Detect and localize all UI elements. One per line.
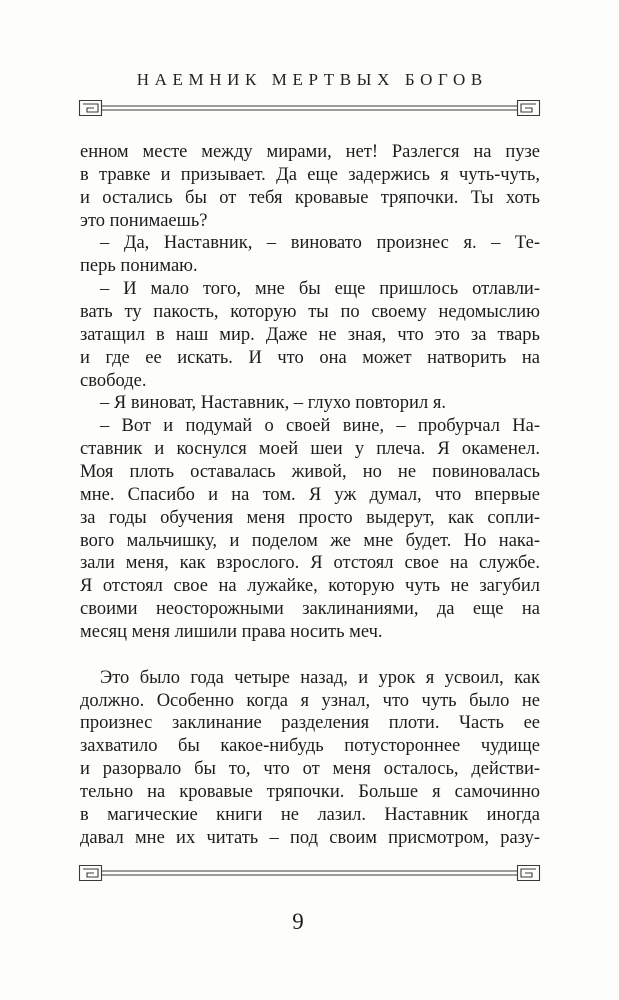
text-line: своими неосторожными заклинаниями, да еще на <box>80 599 540 620</box>
text-line: перь понимаю. <box>80 256 198 277</box>
meander-cap-right-key <box>521 104 536 112</box>
text-line: – Вот и подумай о своей вине, – пробурчал На- <box>100 416 540 437</box>
text-line: зали меня, как взрослого. Я отстоял свое на службе. <box>80 553 540 574</box>
text-line: произнес заклинание разделения плоти. Часть ее <box>80 713 540 734</box>
text-line: Я отстоял свое на лужайке, которую чуть не загубил <box>80 576 540 597</box>
text-line: давал мне их читать – под своим присмотром, разу- <box>80 827 540 848</box>
text-line: енном месте между мирами, нет! Разлегся на пузе <box>80 142 540 162</box>
text-line: это понимаешь? <box>80 210 208 231</box>
text-line: – И мало того, мне бы еще пришлось отлавли- <box>100 279 540 300</box>
text-line: должно. Особенно когда я узнал, что чуть было не <box>80 690 540 711</box>
page-number: 9 <box>292 909 304 934</box>
text-line: и где ее искать. И что она может натворить на <box>80 347 540 368</box>
top-ornament-rule <box>78 99 541 117</box>
text-line: и разорвало бы то, что от меня осталось, действи- <box>80 759 540 780</box>
running-head-title: НАЕМНИК МЕРТВЫХ БОГОВ <box>136 70 488 89</box>
meander-cap-left-key <box>83 869 98 877</box>
text-line: мне. Спасибо и на том. Я уж думал, что впервые <box>80 484 540 505</box>
text-line: затащил в наш мир. Даже не зная, что это за тварь <box>80 324 540 345</box>
section-break <box>80 644 540 667</box>
text-line: ставник и коснулся моей шеи у плеча. Я окаменел. <box>80 439 540 460</box>
text-line: свободе. <box>80 370 147 391</box>
meander-cap-right-key <box>521 869 536 877</box>
text-line: вого мальчишку, и поделом же мне будет. Но нака- <box>80 530 540 551</box>
bottom-ornament-rule <box>78 864 541 882</box>
text-line: – Я виноват, Наставник, – глухо повторил я. <box>100 393 446 414</box>
meander-cap-left-key <box>83 104 98 112</box>
body-text <box>80 141 540 850</box>
text-line: вать ту пакость, которую ты по своему недомыслию <box>80 302 540 323</box>
text-line: в магические книги не лазил. Наставник иногда <box>80 804 540 825</box>
text-line: месяц меня лишили права носить меч. <box>80 622 383 643</box>
text-line: захватило бы какое-нибудь потустороннее чудище <box>80 736 540 757</box>
text-line: Моя плоть оставалась живой, но не повиновалась <box>80 462 540 483</box>
text-line: Это было года четыре назад, и урок я усвоил, как <box>100 667 540 688</box>
text-line: тельно на кровавые тряпочки. Больше я самочинно <box>80 782 540 803</box>
text-line: и остались бы от тебя кровавые тряпочки. Ты хоть <box>80 187 540 208</box>
text-line: – Да, Наставник, – виновато произнес я. – Те- <box>100 233 540 254</box>
text-line: за годы обучения меня просто выдерут, как сопли- <box>80 507 540 528</box>
text-line: в травке и призывает. Да еще задержись я чуть-чуть, <box>80 164 540 185</box>
